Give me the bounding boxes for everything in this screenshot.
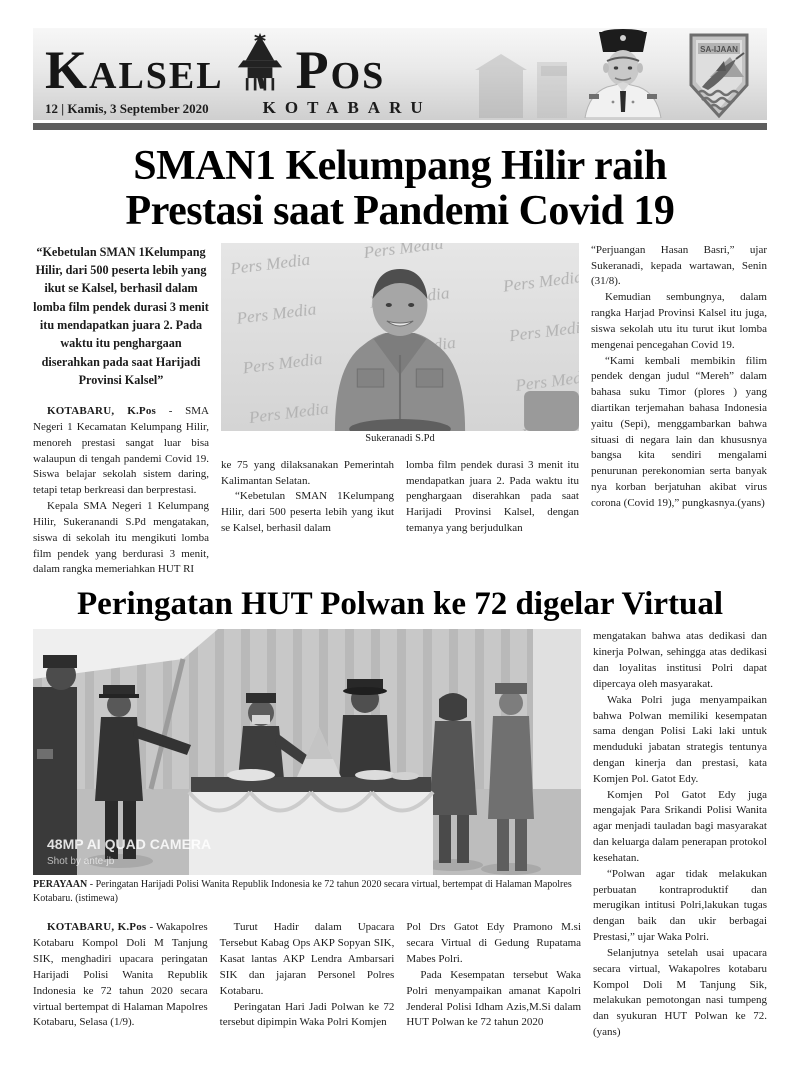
article1-paragraph: “Perjuangan Hasan Basri,” ujar Sukeranadi, kepada wartawan, Senin (31/8). (591, 243, 767, 288)
dateline: KOTABARU, K.Pos (47, 921, 147, 934)
masthead-title-pos: Pos (295, 39, 386, 100)
article2-lower-columns (33, 920, 581, 1031)
article2-photo-caption (33, 878, 581, 906)
region-label: KOTABARU (262, 98, 432, 117)
article1-photo-caption: Sukeranadi S.Pd (365, 432, 435, 444)
article2-paragraph: Turut Hadir dalam Upacara Tersebut Kabag Ops AKP Sopyan SIK, Kasat lantas AKP Lendra Ambarsari SIK dan jajaran Personel Polres Kotabaru. (219, 921, 395, 997)
header-divider (33, 123, 767, 130)
article1-paragraph: lomba film pendek durasi 3 menit itu mendapatkan juara 2. Pada waktu itu penghargaan diserahkan pada saat Harijadi Provinsi Kalsel, dengan temanya yang berjudulkan (406, 458, 579, 535)
article2-left (33, 629, 581, 1041)
headline-article1-line2: Prestasi saat Pandemi Covid 19 (125, 188, 675, 235)
article1-paragraph: ke 75 yang dilaksanakan Pemerintah Kalimantan Selatan. (221, 458, 394, 487)
article-1 (33, 243, 767, 575)
article1-column-2 (221, 458, 394, 537)
caption-kicker: PERAYAAN (33, 879, 88, 891)
article2-paragraph: mengatakan bahwa atas dedikasi dan kinerja Polwan, sehingga atas dedikasi dan loyalitas institusi Polri dapat dipercaya oleh masyarakat. (593, 630, 767, 690)
article1-column-4 (591, 243, 767, 575)
article2-column-1 (33, 920, 208, 1031)
buildings-art (475, 32, 567, 118)
dateline: KOTABARU, K.Pos (47, 405, 157, 418)
article1-paragraph-text: - SMA Negeri 1 Kecamatan Kelumpang Hilir, menoreh prestasi sangat luar bisa walaupun di tengah pandemi Covid 19. Siswa belajar sekolah sistem daring, tetapi tetap berkreasi dan berprestasi. (33, 405, 209, 497)
article2-paragraph: Komjen Pol Gatot Edy juga mengajak Para Srikandi Polisi Wanita agar menjadi tauladan bagi masyarakat dan keluarga dalam penerapan protokol kesehatan. (593, 788, 767, 864)
article2-paragraph-text: - Wakapolres Kotabaru Kompol Doli M Tanjung SIK, menghadiri upacara peringatan Harijadi Polisi Wanita Republik Indonesia ke 72 tahun 2020 secara virtual bertempat di Halaman Mapolres Kotabaru, Selasa (1/9). (33, 921, 208, 1029)
emblem-motto-text: SA-IJAAN (700, 45, 738, 54)
article1-column-3 (406, 458, 579, 537)
masthead (33, 28, 767, 120)
masthead-subrow (45, 98, 475, 118)
article2-paragraph: Peringatan Hari Jadi Polwan ke 72 tersebut dipimpin Waka Polri Komjen (219, 1000, 395, 1029)
article1-paragraph: “Kebetulan SMAN 1Kelumpang Hilir, dari 500 peserta lebih yang ikut se Kalsel, berhasil dalam (221, 490, 394, 535)
masthead-background-scenery (475, 32, 567, 118)
official-portrait (567, 32, 679, 118)
caption-text: - Peringatan Harijadi Polisi Wanita Republik Indonesia ke 72 tahun 2020 secara virtual, bertempat di Halaman Mapolres Kotabaru. (istimewa) (33, 879, 572, 905)
article2-paragraph: Waka Polri juga menyampaikan bahwa Polwan memiliki kesempatan sama dengan Polisi Laki laki untuk menduduki jabatan strategis tentunya dengan kinerja dan prestasi, kata Komjen Pol. Gatot Edy. (593, 693, 767, 785)
official-portrait-art (569, 28, 677, 118)
article1-paragraph: “Kami kembali membikin filim pendek dengan judul “Mereh” dalam bahasa suku Timor (plores ) yang diartikan terjemahan bahasa Indonesia yaitu (Sepi), menggambarkan bahwa situasi di negara lain dan khususnya bangsa kita sendiri mengalami penurunan perekonomian serta banyak nya korban berjatuhan akibat virus corona (Covid 19),” pungkasnya.(yans) (591, 354, 767, 509)
article1-paragraph (33, 404, 209, 499)
article2-paragraph: Pada Kesempatan tersebut Waka Polri menyampaikan amanat Kapolri Jenderal Polisi Idham Azis,M.Si dalam HUT Polwan ke 72 tahun 2020 (406, 968, 582, 1029)
camera-watermark-line1: 48MP AI QUAD CAMERA (47, 836, 212, 853)
article2-column-3 (406, 920, 581, 1031)
masthead-title-kalsel: Kalsel (45, 39, 224, 100)
article2-column-4 (593, 629, 767, 1041)
sa-ijaan-emblem (679, 32, 759, 118)
headline-article2: Peringatan HUT Polwan ke 72 digelar Virtual (77, 585, 723, 622)
article-2 (33, 629, 767, 1041)
masthead-left (45, 32, 475, 118)
article1-paragraph: Kepala SMA Negeri 1 Kelumpang Hilir, Sukeranandi S.Pd mengatakan, siswa di sekolah itu mengikuti lomba film pendek yang berdurasi 3 menit, dalam rangka memeriahkan HUT RI (33, 500, 209, 575)
article1-photo-art (221, 243, 579, 431)
article1-middle (221, 243, 579, 575)
masthead-title (45, 32, 475, 100)
article2-paragraph (33, 920, 208, 1031)
article2-paragraph: Pol Drs Gatot Edy Pramono M.si secara Virtual di Gedung Rupatama Mabes Polri. (406, 921, 582, 966)
article1-photo (221, 243, 579, 431)
camera-watermark-line2: Shot by ante-jb (47, 856, 115, 868)
article2-photo (33, 629, 581, 875)
article1-lead-quote: “Kebetulan SMAN 1Kelumpang Hilir, dari 500 peserta lebih yang ikut se Kalsel, berhasil dalam lomba film pendek durasi 3 menit itu mendapatkan juara 2. Pada waktu itu penghargaan diserahkan pada saat Harijadi Provinsi Kalsel” (33, 244, 209, 387)
sa-ijaan-emblem-art (686, 31, 752, 119)
headline-article1 (33, 144, 767, 235)
article1-paragraph: Kemudian sembungnya, dalam rangka Harjad Provinsi Kalsel itu juga, siswa sekolah utu itu turut ikut lomba mengenai pencegahan Covid 19. (591, 291, 767, 351)
edition-date: 12 | Kamis, 3 September 2020 (45, 101, 209, 116)
article2-paragraph: “Polwan agar tidak melakukan perbuatan kontraproduktif dan merugikan intitusi Polri,lakukan tugas dengan baik dan ukir berbagai Prestasi,” ujar Waka Polri. (593, 867, 767, 944)
article2-paragraph: Selanjutnya setelah usai upacara secara virtual, Wakapolres kotabaru Kompol Doli M Tanjung Sik, melakukan pemotongan nasi tumpeng dan syukuran HUT Polwan ke 72.(yans) (593, 946, 767, 1039)
article1-column-1 (33, 243, 209, 575)
article2-column-2 (220, 920, 395, 1031)
banjar-house-icon (234, 32, 286, 94)
article1-lower-columns (221, 458, 579, 537)
headline-article1-line1: SMAN1 Kelumpang Hilir raih (133, 143, 667, 189)
article2-photo-art (33, 629, 581, 875)
